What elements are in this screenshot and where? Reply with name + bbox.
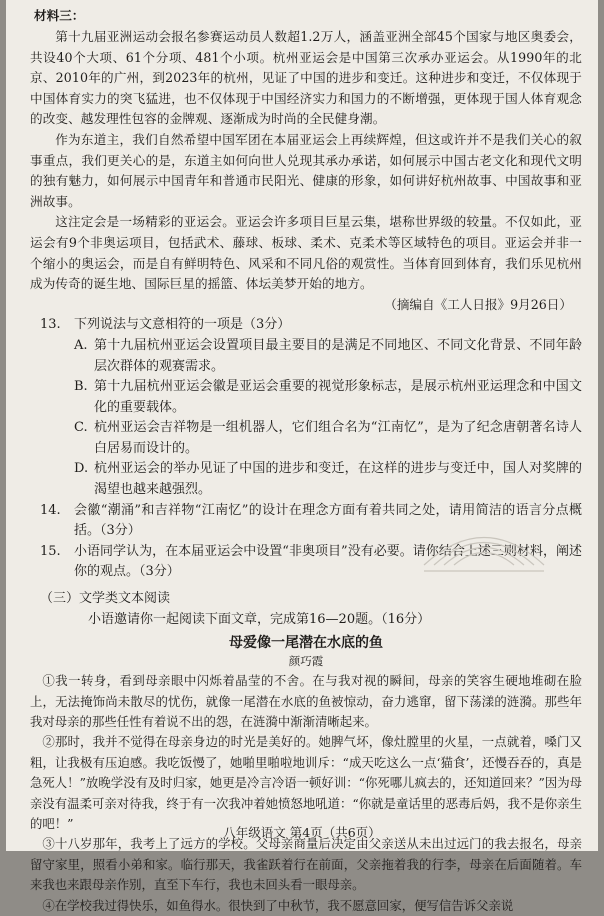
option-key: D. xyxy=(74,461,89,477)
question-stem: 下列说法与文意相符的一项是（3分） xyxy=(74,317,291,333)
material-paragraph-2: 作为东道主，我们自然希望中国军团在本届亚运会上再续辉煌，但这或许并不是我们关心的叙事重点，我们更关心的是，东道主如何向世人兑现其承办承诺，如何展示中国古老文化和现代文明的独有魅力，如何展示中国青年和普通市民阳光、健康的形象，如何讲好杭州故事、中国故事和亚洲故事。 xyxy=(30,131,582,209)
page-footer: 八年级语文 第4页（共6页） xyxy=(223,825,381,840)
question-text: 会徽“潮涌”和吉祥物“江南忆”的设计在理念方面有着共同之处，请用简洁的语言分点概括。（3分） xyxy=(74,502,582,539)
option-key: C. xyxy=(74,420,88,436)
option-key: A. xyxy=(74,337,88,353)
material-source: （摘编自《工人日报》9月26日） xyxy=(384,296,572,312)
story-paragraph-4: ④在学校我过得快乐，如鱼得水。很快到了中秋节，我不愿意回家，便写信告诉父亲说 xyxy=(42,897,514,913)
material-label: 材料三： xyxy=(34,8,85,23)
question-number: 14. xyxy=(40,502,61,518)
option-text: 杭州亚运会吉祥物是一组机器人，它们组合名为“江南忆”，是为了纪念唐朝著名诗人白居易而设计的。 xyxy=(94,420,582,456)
option-text: 第十九届杭州亚运会徽是亚运会重要的视觉形象标志，是展示杭州亚运理念和中国文化的重要载体。 xyxy=(94,379,582,415)
question-13 xyxy=(40,315,582,336)
option-text: 杭州亚运会的举办见证了中国的进步和变迁，在这样的进步与变迁中，国人对奖牌的渴望也越来越强烈。 xyxy=(94,461,582,498)
material-paragraph-1: 第十九届亚洲运动会报名参赛运动员人数超1.2万人，涵盖亚洲全部45个国家与地区奥委会，共设40个大项、61个分项、481个小项。杭州亚运会是中国第三次承办亚运会。从1990年的北京、2010年的广州，到2023年的杭州，见证了中国的进步和变迁。这种进步和变迁，不仅体现于中国体育实力的突飞猛进，也不仅体现于中国经济实力和国力的不断增强，更体现于国人体育观念的改变、越发理性包容的金牌观、逐渐成为时尚的全民健身潮。 xyxy=(30,29,582,127)
exam-page xyxy=(6,0,598,913)
option-d xyxy=(74,459,582,500)
question-text: 小语同学认为，在本届亚运会中设置“非奥项目”没有必要。请你结合上述三则材料，阐述你的观点。（3分） xyxy=(74,543,582,580)
option-a xyxy=(74,336,582,377)
faint-emblem-watermark xyxy=(404,505,564,585)
option-key: B. xyxy=(74,379,88,395)
question-number: 13. xyxy=(40,317,61,333)
section-instruction: 小语邀请你一起阅读下面文章，完成第16—20题。（16分） xyxy=(88,611,431,627)
story-author: 颜巧霞 xyxy=(288,654,324,669)
option-text: 第十九届杭州亚运会设置项目最主要目的是满足不同地区、不同文化背景、不同年龄层次群体的观赛需求。 xyxy=(94,337,582,374)
section-heading: （三）文学类文本阅读 xyxy=(40,591,171,607)
story-title: 母爱像一尾潜在水底的鱼 xyxy=(229,635,383,652)
story-paragraph-1: ①我一转身，看到母亲眼中闪烁着晶莹的不舍。在与我对视的瞬间，母亲的笑容生硬地堆砌在脸上，无法掩饰尚未散尽的忧伤，就像一尾潜在水底的鱼被惊动，奋力逃窜，留下荡漾的涟漪。那些年我对母亲的那些任性有着说不出的怨，在涟漪中渐渐清晰起来。 xyxy=(30,673,582,730)
story-paragraph-2: ②那时，我并不觉得在母亲身边的时光是美好的。她脾气坏，像灶膛里的火星，一点就着，嗓门又粗，让我极有压迫感。我吃饭慢了，她啪里啪啦地训斥：“成天吃这么一点‘猫食’，还慢吞吞的，真是急死人！”放晚学没有及时归家，她更是冷言冷语一顿好训：“你死哪儿疯去的，还知道回来？”因为母亲没有温柔可亲对待我，终于有一次我冲着她愤怒地吼道：“你就是童话里的恶毒后妈，我不是你亲生的吧！” xyxy=(30,734,582,832)
material-paragraph-3: 这注定会是一场精彩的亚运会。亚运会许多项目巨星云集，堪称世界级的较量。不仅如此，亚运会有9个非奥运项目，包括武术、藤球、板球、柔术、克柔术等区域特色的项目。亚运会并非一个缩小的奥运会，而是自有鲜明特色、风采和不同凡俗的观赏性。当体育回到体育，我们乐见杭州成为传奇的诞生地、国际巨星的摇篮、体坛美梦开始的地方。 xyxy=(30,214,582,292)
option-c xyxy=(74,418,582,459)
story-paragraph-3: ③十八岁那年，我考上了远方的学校。父母亲商量后决定由父亲送从未出过远门的我去报名，母亲留守家里，照看小弟和家。临行那天，我雀跃着行在前面，父亲拖着我的行李，母亲在后面随着。车来我也来跟母亲作别，直至下车行，我也未回头看一眼母亲。 xyxy=(30,836,582,893)
option-b xyxy=(74,377,582,418)
question-number: 15. xyxy=(40,543,61,559)
